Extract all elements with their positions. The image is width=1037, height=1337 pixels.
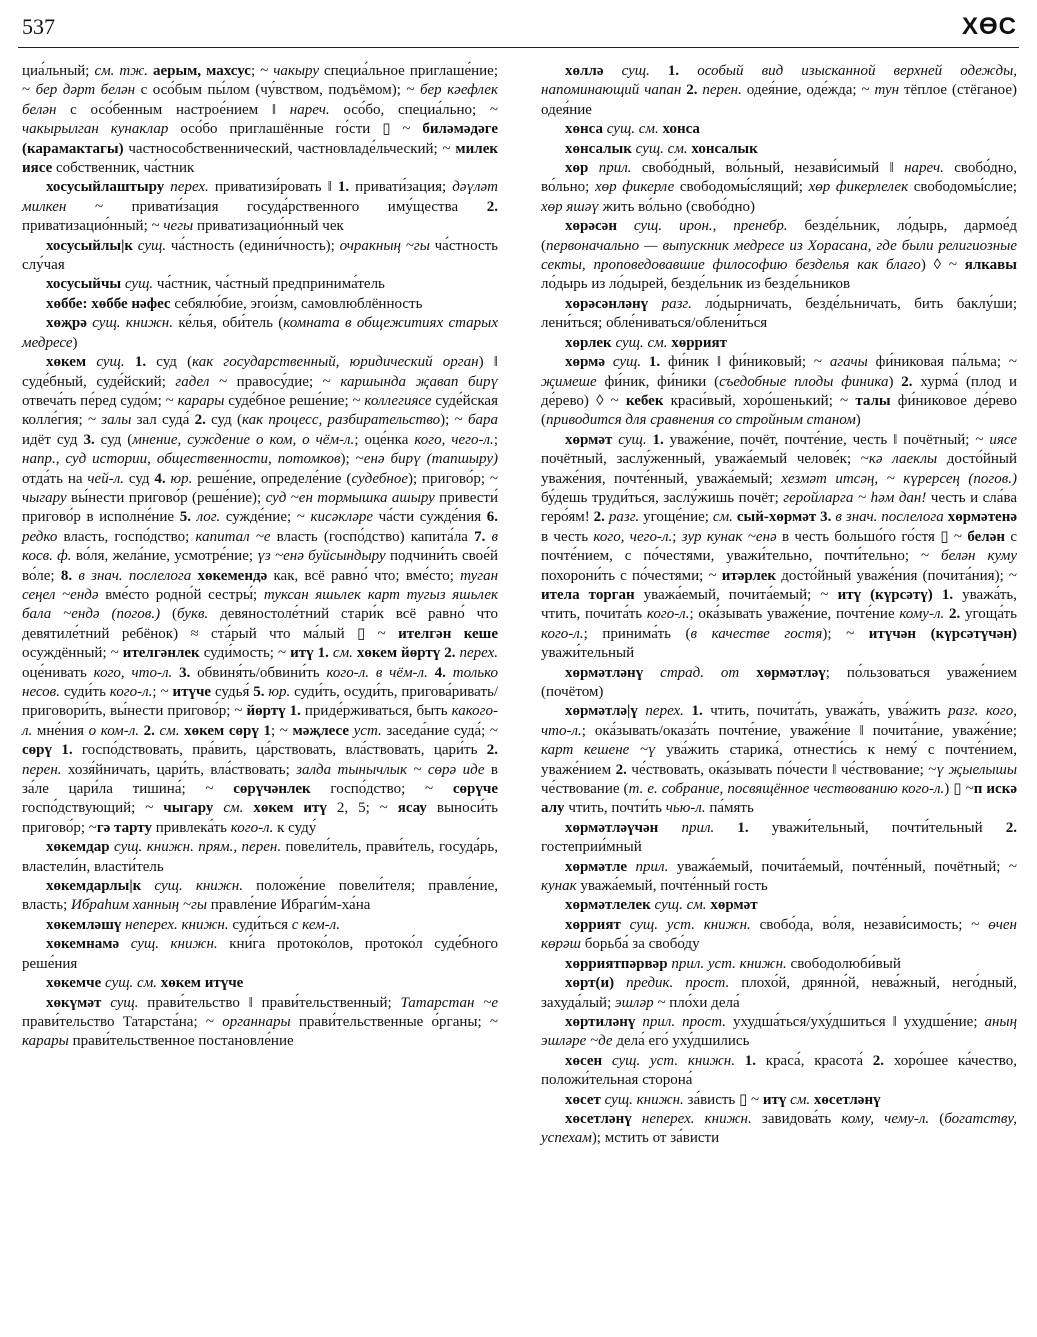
dictionary-entry: хөртиләнү прил. прост. ухудша́ться/уху́дшиться ‖ ухудше́ние; аның эшләре ~де дела́ его́ уху́дшились xyxy=(541,1013,1018,1050)
dictionary-entry: хөсет сущ. книжн. за́висть ▯ ~ итү см. хөсетләнү xyxy=(565,1091,881,1108)
dictionary-entry: хөрмәтләнү страд. от хөрмәтләү; по́льзоваться уваже́нием (почётом) xyxy=(541,664,1018,700)
dictionary-entry: хөрлек сущ. см. хөррият xyxy=(565,334,728,351)
dictionary-entry: хөр прил. свобо́дный, во́льный, незави́симый ‖ нареч. свобо́дно, во́льно; хөр фикерле свободомы́слящий; хөр фикерлелек свободомы́слие; хөр яшәү жить во́льно (свобо́дно) xyxy=(541,160,1018,215)
dictionary-entry: хөкемнамә сущ. книжн. кни́га протоко́лов, протоко́л суде́бного реше́ния xyxy=(22,936,499,972)
dictionary-entry: хөнсалык сущ. см. хонсалык xyxy=(565,140,758,157)
dictionary-entry: хөкемдар сущ. книжн. прям., перен. повели́тель, прави́тель, госуда́рь, властели́н, власти́тель xyxy=(22,839,498,875)
dictionary-entry: хөкемләшү неперех. книжн. суди́ться с кем-л. xyxy=(46,916,340,933)
dictionary-entry: хөрмәтлелек сущ. см. хөрмәт xyxy=(565,897,758,914)
running-head: ХӨС xyxy=(961,13,1017,40)
page-number: 537 xyxy=(22,14,55,39)
dictionary-entry: хосусыйчы сущ. ча́стник, ча́стный предпринима́тель xyxy=(46,276,385,293)
dictionary-entry: хөкүмәт сущ. прави́тельство ‖ прави́тельственный; Татарстан ~е прави́тельство Татарста́на; ~ органнары прави́тельственные о́рганы; ~ карары прави́тельственное постановле́ние xyxy=(22,994,498,1050)
dictionary-entry: хөллә сущ. 1. особый вид изысканной верхней одежды, напоминающий чапан 2. перен. одея́ние, оде́жда; ~ тун тёплое (стёганое) одея́ние xyxy=(541,63,1017,118)
dictionary-entry: хөҗрә сущ. книжн. ке́лья, оби́тель (комната в общежитиях старых медресе) xyxy=(22,315,498,351)
dictionary-entry: хөррият сущ. уст. книжн. свобо́да, во́ля, незави́симость; ~ өчен көрәш борьба́ за свобо́ду xyxy=(541,916,1017,953)
dictionary-entry: хосусыйлаштыру перех. приватизи́ровать ‖ 1. привати́зация; дәүләт милкен ~ привати́зация госуда́рственного иму́щества 2. приватизацио́нный; ~ чегы приватизацио́нный чек xyxy=(22,179,498,235)
dictionary-entry: хөрмәтле прил. уважа́емый, почита́емый, почте́нный, почётный; ~ кунак уважа́емый, почте́нный гость xyxy=(541,858,1017,895)
dictionary-entry: хөсен сущ. уст. книжн. 1. краса́, красота́ 2. хоро́шее ка́чество, положи́тельная сторона́ xyxy=(541,1052,1018,1089)
dictionary-entry: хөнса сущ. см. хонса xyxy=(565,121,700,138)
dictionary-entry: хөрәсәнләнү разг. ло́дырничать, безде́льничать, бить баклу́ши; лени́ться; обле́ниваться/облени́ться xyxy=(541,295,1018,332)
dictionary-entry: хөкемче сущ. см. хөкем итүче xyxy=(46,975,244,992)
dictionary-entry: хөрмәтләүчән прил. 1. уважи́тельный, почти́тельный 2. гостеприи́мный xyxy=(541,819,1018,856)
dictionary-entry: хөрриятпәрвәр прил. уст. книжн. свободолюби́вый xyxy=(565,955,901,972)
dictionary-entry: хөкем сущ. 1. суд (как государственный, юридический орган) ‖ суде́бный, суде́йский; гадел ~ правосу́дие; ~ каршында җавап бирү отвеча́ть пе́ред судо́м; ~ карары суде́бное реше́ние; ~ коллегиясе суде́йская колле́гия; ~ залы зал суда́ 2. суд (как процесс, разбирательство); ~ бара идёт суд 3. суд (мнение, суждение о ком, о чём-л.; оце́нка кого, чего-л.; напр., суд истории, общественности, потомков); ~енә бирү (тапшыру) отда́ть на чей-л. суд 4. юр. реше́ние, определе́ние (судебное); пригово́р; ~ чыгару вы́нести пригово́р (реше́ние); суд ~ен тормышка ашыру привести́ пригово́р в исполне́ние 5. лог. сужде́ние; ~ кисәкләре ча́сти сужде́ния 6. редко власть, госпо́дство; капитал ~е власть (госпо́дство) капита́ла 7. в косв. ф. во́ля, жела́ние, усмотре́ние; үз ~енә буйсындыру подчини́ть свое́й во́ле; 8. в знач. послелога хөкемендә как, всё равно́ что; вме́сто; туган сеңел ~ендә вме́сто родно́й сестры́; туксан яшьлек карт тугыз яшьлек бала ~ендә (погов.) (букв. девяностоле́тний стари́к всё равно́ что девятиле́тний ребёнок) ≈ ста́рый что ма́лый ▯ ~ ителгән кеше осуждённый; ~ ителгәнлек суди́мость; ~ итү 1. см. хөкем йөртү 2. перех. оце́нивать кого, что-л. 3. обвиня́ть/обвини́ть кого-л. в чём-л. 4. только несов. суди́ть кого-л.; ~ итүче судья́ 5. юр. суди́ть, осуди́ть, пригова́ривать/приговори́ть, вы́нести пригово́р; ~ йөртү 1. приде́рживаться, быть какого-л. мне́ния о ком-л. 2. см. хөкем сөрү 1; ~ мәҗлесе уст. заседа́ние суда́; ~ сөрү 1. госпо́дствовать, пра́вить, ца́рствовать, вла́ствовать, цари́ть 2. перен. хозя́йничать, цари́ть, вла́ствовать; залда тынычлык ~ сөрә иде в за́ле цари́ла тишина́; ~ сөрүчәнлек госпо́дство; ~ сөрүче госпо́дствующий; ~ чыгару см. хөкем итү 2, 5; ~ ясау выноси́ть пригово́р; ~гә тарту привлека́ть кого-л. к суду́ xyxy=(22,354,499,836)
dictionary-entry: хөрт(и) предик. прост. плохо́й, дрянно́й, нева́жный, него́дный, захуда́лый; эшләр ~ пло́хи дела́ xyxy=(541,975,1018,1011)
right-column xyxy=(541,62,1017,1149)
dictionary-entry: хөкемдарлы|к сущ. книжн. положе́ние повели́теля; правле́ние, власть; Ибраһим ханның ~гы правле́ние Ибраги́м-ха́на xyxy=(22,878,498,914)
left-column xyxy=(22,62,498,1052)
header-rule xyxy=(18,47,1019,48)
dictionary-entry: хөббе: хөббе нәфес себялю́бие, эгои́зм, самовлюблённость xyxy=(46,295,423,312)
dictionary-entry: хөрмә сущ. 1. фи́ник ‖ фи́никовый; ~ агачы фи́никовая па́льма; ~ җимеше фи́ник, фи́ники (съедобные плоды финика) 2. хурма́ (плод и де́рево) ◊ ~ кебек краси́вый, хоро́шенький; ~ талы фи́никовое де́рево (приводится для сравнения со стройным станом) xyxy=(541,354,1018,429)
dictionary-entry: циа́льный; см. тж. аерым, махсус; ~ чакыру специа́льное приглаше́ние; ~ бер дәрт белән с осо́бым пы́лом (чу́вством, подъёмом); ~ бер кәефлек белән с осо́бенным настрое́нием ‖ нареч. осо́бо, специа́льно; ~ чакырылган кунаклар осо́бо приглашённые го́сти ▯ ~ биләмәдәге (карамактагы) частнособственнический, частновладе́льческий; ~ милек иясе собственник, ча́стник xyxy=(22,63,499,177)
dictionary-entry: хөрмәт сущ. 1. уваже́ние, почёт, почте́ние, честь ‖ почётный; ~ иясе почётный, заслу́женный, уважа́емый челове́к; ~кә лаеклы досто́йный уваже́ния, почте́нный, уважа́емый; хезмәт итсәң, ~ күрерсең (погов.) бу́дешь труди́ться, заслу́жишь почёт; геройларга ~ һәм дан! честь и сла́ва геро́ям! 2. разг. угоще́ние; см. сый-хөрмәт 3. в знач. послелога хөрмәтенә в честь кого, чего-л.; зур кунак ~енә в честь большо́го го́стя ▯ ~ белән с почте́нием, с по́честями, уважи́тельно, почти́тельно; ~ белән куму похорони́ть с по́честями; ~ итәрлек досто́йный уваже́ния (почита́ния); ~ итела торган уважа́емый, почита́емый; ~ итү (күрсәтү) 1. уважа́ть, чтить, почита́ть кого-л.; ока́зывать уваже́ние, почте́ние кому-л. 2. угоща́ть кого-л.; принима́ть (в качестве гостя); ~ итүчән (күрсәтүчән) уважи́тельный xyxy=(541,431,1018,662)
dictionary-entry: хөсетләнү неперех. книжн. завидова́ть кому, чему-л. (богатству, успехам); мстить от за́висти xyxy=(541,1110,1017,1147)
dictionary-entry: хосусыйлы|к сущ. ча́стность (едини́чность); очракның ~гы ча́стность слу́чая xyxy=(22,237,499,274)
dictionary-entry: хөрәсән сущ. ирон., пренебр. безде́льник, ло́дырь, дармое́д (первоначально — выпускник медресе из Хорасана, где были религиозные секты, проповедовавшие философию безделья как благо) ◊ ~ ялкавы ло́дырь из ло́дырей, безде́льник из безде́льников xyxy=(541,218,1018,293)
page-header xyxy=(0,0,1037,48)
dictionary-entry: хөрмәтлә|ү перех. 1. чтить, почита́ть, уважа́ть, ува́жить разг. кого, что-л.; ока́зывать/оказа́ть почте́ние, уваже́ние ‖ почита́ние, уваже́ние; карт кешене ~ү ува́жить старика́, отнести́сь к нему́ с почте́нием, уваже́нием 2. че́ствовать, ока́зывать по́чести ‖ че́ствование; ~ү җыелышы че́ствование (т. е. собрание, посвящённое чествованию кого-л.) ▯ ~п искә алу чтить, почти́ть чью-л. па́мять xyxy=(541,703,1018,817)
